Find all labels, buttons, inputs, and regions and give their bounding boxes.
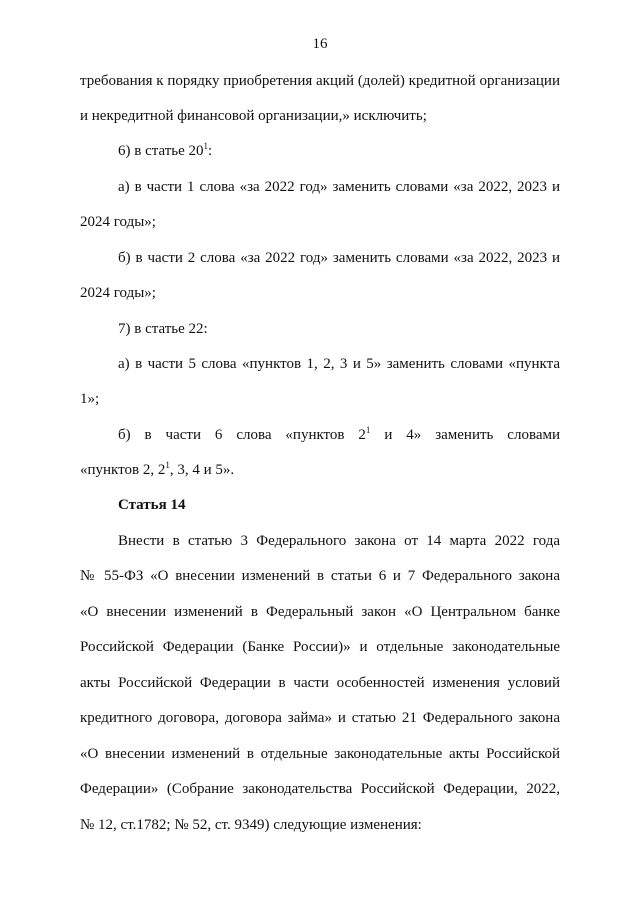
text-line-11 [118,426,560,444]
text-line-5: 2024 годы»; [80,214,156,230]
item-6-text: 6) в статье 20 [118,143,204,159]
text-line-18: акты Российской Федерации в части особенностей изменения условий [80,675,560,691]
text-line-9: а) в части 5 слова «пунктов 1, 2, 3 и 5» заменить словами «пункта [118,356,560,372]
text-line-12 [80,461,560,479]
superscript: 1 [165,460,170,470]
text-line-12-start: «пунктов 2, 2 [80,462,166,478]
superscript: 1 [365,425,371,435]
text-line-11-end: и 4» заменить словами [370,427,561,443]
text-line-11-start: б) в части 6 слова «пунктов 2 [118,427,366,443]
text-line-20: «О внесении изменений в отдельные законодательные акты Российской [80,746,560,762]
superscript: 1 [203,141,209,151]
item-6-heading [118,142,560,160]
text-line-2: и некредитной финансовой организации,» исключить; [80,108,427,124]
page-number: 16 [312,36,328,52]
text-line-1: требования к порядку приобретения акций (долей) кредитной организации [80,73,560,89]
text-line-16: «О внесении изменений в Федеральный закон «О Центральном банке [80,604,560,620]
text-line-7: 2024 годы»; [80,285,156,301]
text-line-15: № 55-ФЗ «О внесении изменений в статьи 6 и 7 Федерального закона [80,568,560,584]
text-line-10: 1»; [80,391,100,407]
colon: : [208,143,213,159]
text-line-14: Внести в статью 3 Федерального закона от 14 марта 2022 года [118,533,560,549]
text-line-19: кредитного договора, договора займа» и статью 21 Федерального закона [80,710,560,726]
text-line-6: б) в части 2 слова «за 2022 год» заменить словами «за 2022, 2023 и [118,250,560,266]
text-line-22: № 12, ст.1782; № 52, ст. 9349) следующие изменения: [80,817,422,833]
article-heading: Статья 14 [118,497,186,513]
text-line-21: Федерации» (Собрание законодательства Российской Федерации, 2022, [80,781,560,797]
text-line-17: Российской Федерации (Банке России)» и отдельные законодательные [80,639,560,655]
item-7-heading: 7) в статье 22: [118,321,208,337]
text-line-4: а) в части 1 слова «за 2022 год» заменить словами «за 2022, 2023 и [118,179,560,195]
text-line-12-end: , 3, 4 и 5». [169,462,235,478]
